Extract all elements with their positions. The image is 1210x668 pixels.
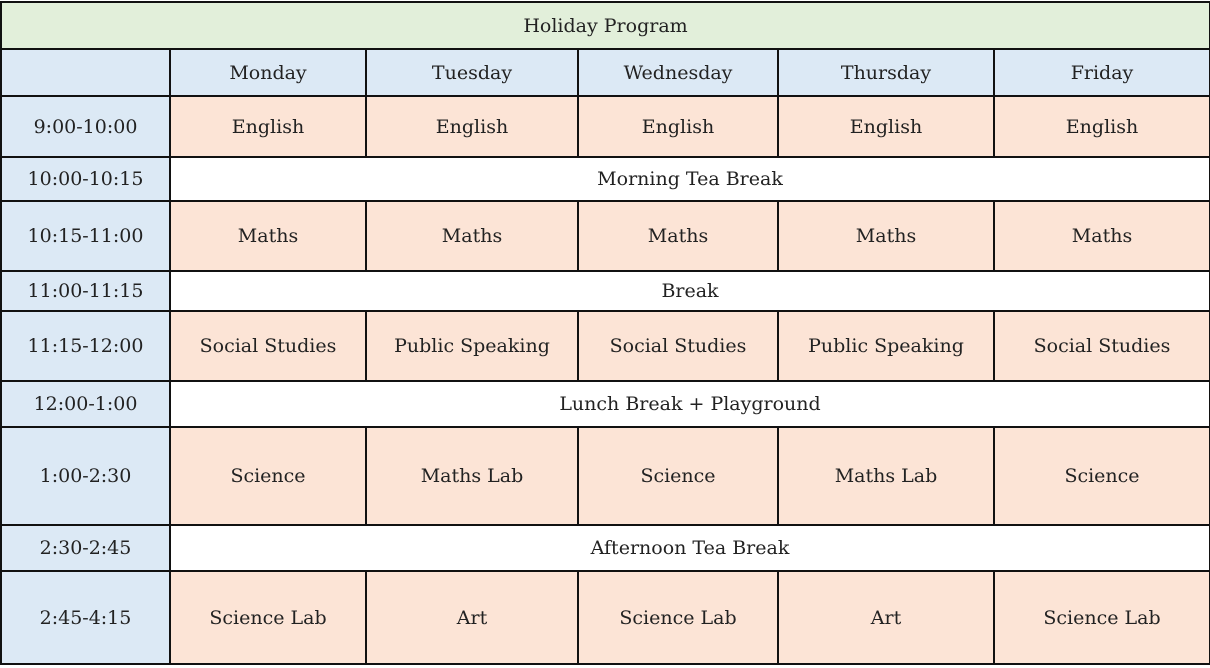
time-cell: 1:00-2:30: [1, 427, 170, 525]
table-row: [1, 427, 1210, 525]
class-cell: Maths: [778, 201, 994, 271]
class-cell: Maths Lab: [778, 427, 994, 525]
table-row: [1, 525, 1210, 571]
class-cell: Maths: [994, 201, 1210, 271]
time-cell: 2:45-4:15: [1, 571, 170, 664]
class-cell: Maths: [170, 201, 366, 271]
day-header-wednesday: Wednesday: [578, 49, 778, 96]
day-header-friday: Friday: [994, 49, 1210, 96]
day-header-thursday: Thursday: [778, 49, 994, 96]
break-cell: Break: [170, 271, 1210, 311]
class-cell: Social Studies: [578, 311, 778, 381]
class-cell: English: [170, 96, 366, 157]
class-cell: Science: [578, 427, 778, 525]
time-cell: 9:00-10:00: [1, 96, 170, 157]
table-row: [1, 157, 1210, 201]
class-cell: Art: [778, 571, 994, 664]
class-cell: Science Lab: [578, 571, 778, 664]
holiday-program-table: [0, 1, 1210, 665]
class-cell: Art: [366, 571, 578, 664]
break-cell: Lunch Break + Playground: [170, 381, 1210, 427]
time-cell: 11:15-12:00: [1, 311, 170, 381]
class-cell: Maths: [366, 201, 578, 271]
time-cell: 10:15-11:00: [1, 201, 170, 271]
table-row: [1, 571, 1210, 664]
time-cell: 2:30-2:45: [1, 525, 170, 571]
class-cell: Science Lab: [170, 571, 366, 664]
class-cell: English: [366, 96, 578, 157]
class-cell: English: [994, 96, 1210, 157]
class-cell: Public Speaking: [366, 311, 578, 381]
class-cell: Social Studies: [994, 311, 1210, 381]
table-row: [1, 271, 1210, 311]
table-title: Holiday Program: [1, 2, 1210, 49]
table-row: [1, 201, 1210, 271]
day-header-monday: Monday: [170, 49, 366, 96]
class-cell: English: [578, 96, 778, 157]
table-row: [1, 381, 1210, 427]
table-row: [1, 96, 1210, 157]
day-header-tuesday: Tuesday: [366, 49, 578, 96]
class-cell: English: [778, 96, 994, 157]
class-cell: Science: [994, 427, 1210, 525]
time-cell: 12:00-1:00: [1, 381, 170, 427]
class-cell: Public Speaking: [778, 311, 994, 381]
class-cell: Social Studies: [170, 311, 366, 381]
class-cell: Science: [170, 427, 366, 525]
class-cell: Science Lab: [994, 571, 1210, 664]
time-cell: 10:00-10:15: [1, 157, 170, 201]
corner-cell: [1, 49, 170, 96]
break-cell: Morning Tea Break: [170, 157, 1210, 201]
break-cell: Afternoon Tea Break: [170, 525, 1210, 571]
class-cell: Maths Lab: [366, 427, 578, 525]
class-cell: Maths: [578, 201, 778, 271]
time-cell: 11:00-11:15: [1, 271, 170, 311]
table-row: [1, 311, 1210, 381]
